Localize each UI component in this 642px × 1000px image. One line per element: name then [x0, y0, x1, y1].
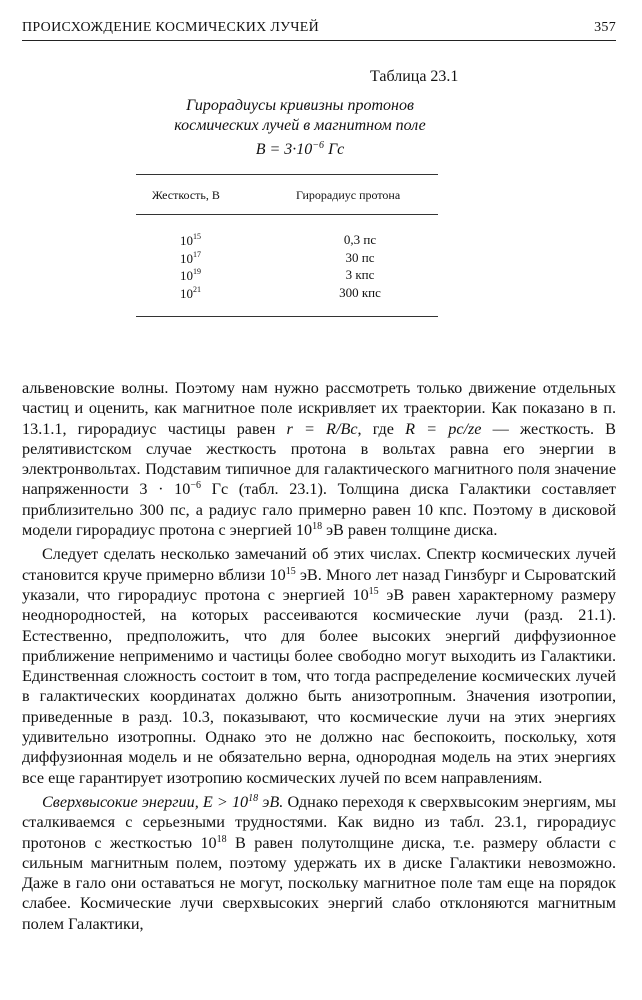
paragraph-3: Сверхвысокие энергии, $E > 10^{18}$ эВ. Однако переходя к сверхвысоким энергиям, мы сталкиваемся с серьезными трудностями. Как видно из табл. 23.1, гирорадиус протонов с жесткостью $10^{18}$ В равен полутолщине диска, т.е. размеру области с сильным магнитным полем, поэтому удержать их в диске Галактики невозможно. Даже в гало они оставаться не могут, поскольку магнитное поле там еще на порядок слабее. Космические лучи сверхвысоких энергий слабо отклоняются магнитным полем Галактики,: [22, 792, 616, 933]
table-top-rule: [136, 174, 438, 175]
table-label: Таблица 23.1: [370, 68, 459, 85]
body-text: [22, 378, 616, 934]
table-cell-rigidity: $10^{15}$: [180, 232, 201, 248]
table-header-rigidity: Жесткость, В: [152, 188, 220, 202]
caption-formula: $B = 3\cdot 10^{-6}$ Гс: [255, 140, 345, 158]
paragraph-2: Следует сделать несколько замечаний об этих числах. Спектр космических лучей становится круче примерно вблизи $10^{15}$ эВ. Много лет назад Гинзбург и Сыроватский указали, что гирорадиус протона с энергией $10^{15}$ эВ равен характерному размеру неоднородностей, на которых рассеиваются космические лучи (разд. 21.1). Естественно, предположить, что для более высоких энергий диффузионное приближение неприменимо и частицы более свободно могут выходить из Галактики. Единственная сложность состоит в том, что тогда распределение космических лучей в галактических координатах должно быть анизотропным. Значения изотропии, приведенные в разд. 10.3, показывают, что космические лучи на этих энергиях удивительно изотропны. Однако это не должно нас беспокоить, поскольку, хотя диффузионная модель и не обязательно верна, однородная модель на этих энергиях все еще гарантирует изотропию космических лучей по всем направлениям.: [22, 545, 617, 787]
running-title: ПРОИСХОЖДЕНИЕ КОСМИЧЕСКИХ ЛУЧЕЙ: [22, 20, 320, 35]
subsection-heading: Сверхвысокие энергии, $E > 10^{18}$ эВ.: [42, 792, 284, 811]
table-cell-rigidity: $10^{21}$: [180, 285, 201, 301]
table-cell-gyroradius: 300 кпс: [339, 285, 381, 300]
page-number: 357: [594, 20, 616, 35]
table-caption: [130, 96, 470, 160]
table-cell-rigidity: $10^{17}$: [180, 250, 201, 266]
table-header-rule: [136, 214, 438, 215]
table-cell-rigidity: $10^{19}$: [180, 267, 201, 283]
table-cell-gyroradius: 30 пс: [345, 250, 375, 265]
table-bottom-rule: [136, 316, 438, 317]
running-header: [22, 18, 616, 41]
table-cell-gyroradius: 0,3 пс: [343, 232, 377, 247]
caption-line-2: космических лучей в магнитном поле: [174, 117, 426, 134]
table-header-gyroradius: Гирорадиус протона: [296, 188, 401, 202]
paragraph-1: альвеновские волны. Поэтому нам нужно рассмотреть только движение отдельных частиц и оценить, как магнитное поле искривляет их траектории. Как показано в п. 13.1.1, гирорадиус частицы равен r = R/Bc, где R = pc/ze — жесткость. В релятивистском случае жесткость протона в вольтах равна его энергии в электронвольтах. Подставим типичное для галактического магнитного поля значение напряженности $3 \cdot 10^{-6}$ Гс (табл. 23.1). Толщина диска Галактики составляет приблизительно 300 пс, а радиус гало примерно равен 10 кпс. Поэтому в дисковой модели гирорадиус протона с энергией $10^{18}$ эВ равен толщине диска.: [22, 379, 616, 540]
table-cell-gyroradius: 3 кпс: [345, 267, 375, 282]
caption-line-1: Гирорадиусы кривизны протонов: [186, 97, 414, 114]
